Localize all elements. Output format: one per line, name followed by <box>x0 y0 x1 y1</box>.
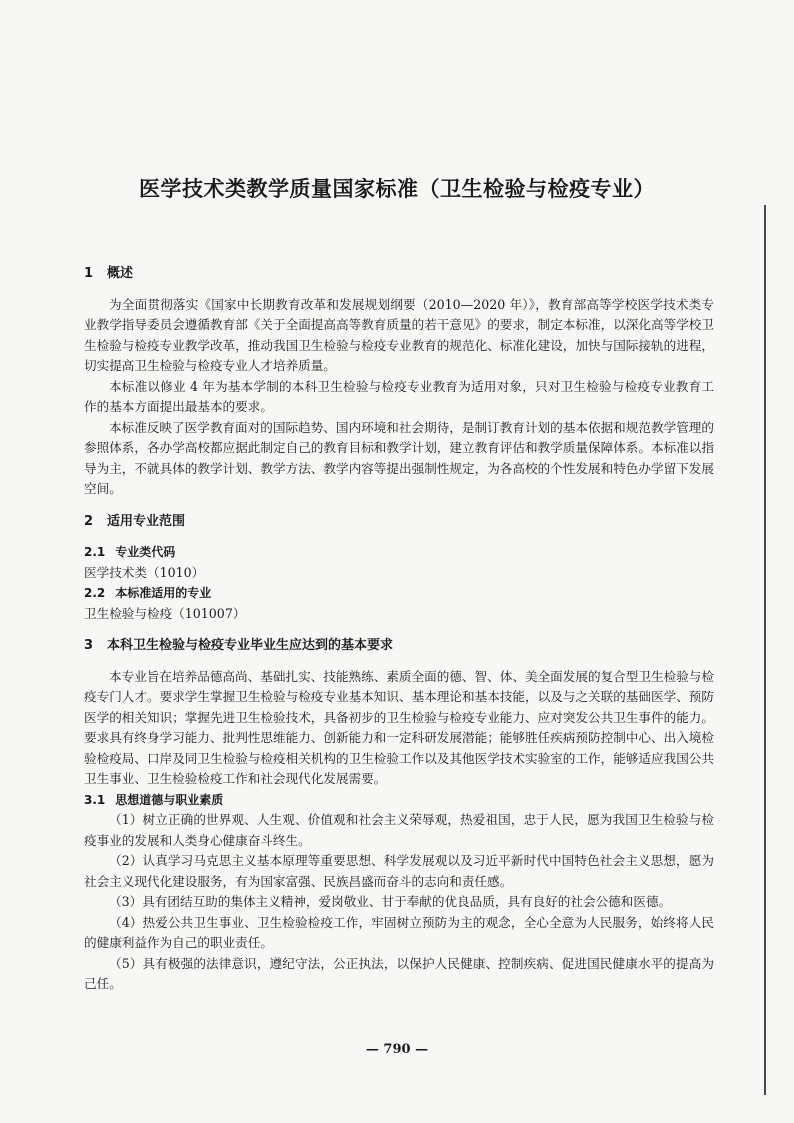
paragraph: 本标准以修业 4 年为基本学制的本科卫生检验与检疫专业教育为适用对象，只对卫生检验与检疫专业教育工作的基本方面提出最基本的要求。 <box>84 378 714 414</box>
document-title: 医学技术类教学质量国家标准（卫生检验与检疫专业） <box>139 177 655 201</box>
list-item: （4）热爱公共卫生事业、卫生检验检疫工作，牢固树立预防为主的观念，全心全意为人民服务，始终将人民的健康利益作为自己的职业责任。 <box>84 914 714 950</box>
scan-edge-line <box>764 205 766 1095</box>
section-title: 本科卫生检验与检疫专业毕业生应达到的基本要求 <box>107 638 394 653</box>
section-title: 适用专业范围 <box>107 513 186 529</box>
subsection-2-1-heading <box>84 542 714 563</box>
list-item: （5）具有极强的法律意识，遵纪守法，公正执法，以保护人民健康、控制疾病、促进国民健康水平的提高为己任。 <box>84 955 714 991</box>
paragraph: 为全面贯彻落实《国家中长期教育改革和发展规划纲要（2010—2020 年）》，教育部高等学校医学技术类专业教学指导委员会遵循教育部《关于全面提高高等教育质量的若干意见》的要求，制定本标准，以深化高等学校卫生检验与检疫专业教学改革，推动我国卫生检验与检疫专业教育的规范化、标准化建设，加快与国际接轨的进程，切实提高卫生检验与检疫专业人才培养质量。 <box>84 296 714 373</box>
list-item: （2）认真学习马克思主义基本原理等重要思想、科学发展观以及习近平新时代中国特色社会主义思想，愿为社会主义现代化建设服务，有为国家富强、民族昌盛而奋斗的志向和责任感。 <box>84 853 714 889</box>
section-1-heading <box>84 264 714 285</box>
subsection-title: 专业类代码 <box>115 545 176 559</box>
subsection-title: 思想道德与职业素质 <box>115 792 224 807</box>
section-2-heading <box>84 512 714 533</box>
subsection-number: 3.1 <box>84 792 106 807</box>
section-number: 1 <box>84 266 94 281</box>
document-body <box>84 264 714 995</box>
subsection-3-1-heading <box>84 790 714 811</box>
subsection-text: 医学技术类（1010） <box>84 564 205 580</box>
paragraph: 本标准反映了医学教育面对的国际趋势、国内环境和社会期待，是制订教育计划的基本依据和规范教学管理的参照体系，各办学高校都应据此制定自己的教育目标和教学计划，建立教育评估和教学质量保障体系。本标准以指导为主，不就具体的教学计划、教学方法、教学内容等提出强制性规定，为各高校的个性发展和特色办学留下发展空间。 <box>84 419 714 496</box>
list-item: （3）具有团结互助的集体主义精神，爱岗敬业、甘于奉献的优良品质，具有良好的社会公德和医德。 <box>109 894 672 909</box>
section-3-heading <box>84 636 714 657</box>
page-number: — 790 — <box>365 1042 429 1057</box>
subsection-2-2-heading <box>84 583 714 604</box>
subsection-number: 2.1 <box>84 545 106 559</box>
section-title: 概述 <box>107 266 134 281</box>
subsection-text: 卫生检验与检疫（101007） <box>84 605 246 621</box>
paragraph: 本专业旨在培养品德高尚、基础扎实、技能熟练、素质全面的德、智、体、美全面发展的复合型卫生检验与检疫专门人才。要求学生掌握卫生检验与检疫专业基本知识、基本理论和基本技能，以及与之关联的基础医学、预防医学的相关知识；掌握先进卫生检验技术，具备初步的卫生检验与检疫专业能力、应对突发公共卫生事件的能力。要求具有终身学习能力、批判性思维能力、创新能力和一定科研发展潜能；能够胜任疾病预防控制中心、出入境检验检疫局、口岸及同卫生检验与检疫相关机构的卫生检验工作以及其他医学技术实验室的工作，能够适应我国公共卫生事业、卫生检验检疫工作和社会现代化发展需要。 <box>84 668 714 786</box>
subsection-number: 2.2 <box>84 586 106 600</box>
list-item: （1）树立正确的世界观、人生观、价值观和社会主义荣辱观，热爱祖国，忠于人民，愿为我国卫生检验与检疫事业的发展和人类身心健康奋斗终生。 <box>84 812 714 848</box>
subsection-title: 本标准适用的专业 <box>115 586 212 600</box>
section-number: 3 <box>84 638 94 653</box>
section-number: 2 <box>84 513 94 529</box>
